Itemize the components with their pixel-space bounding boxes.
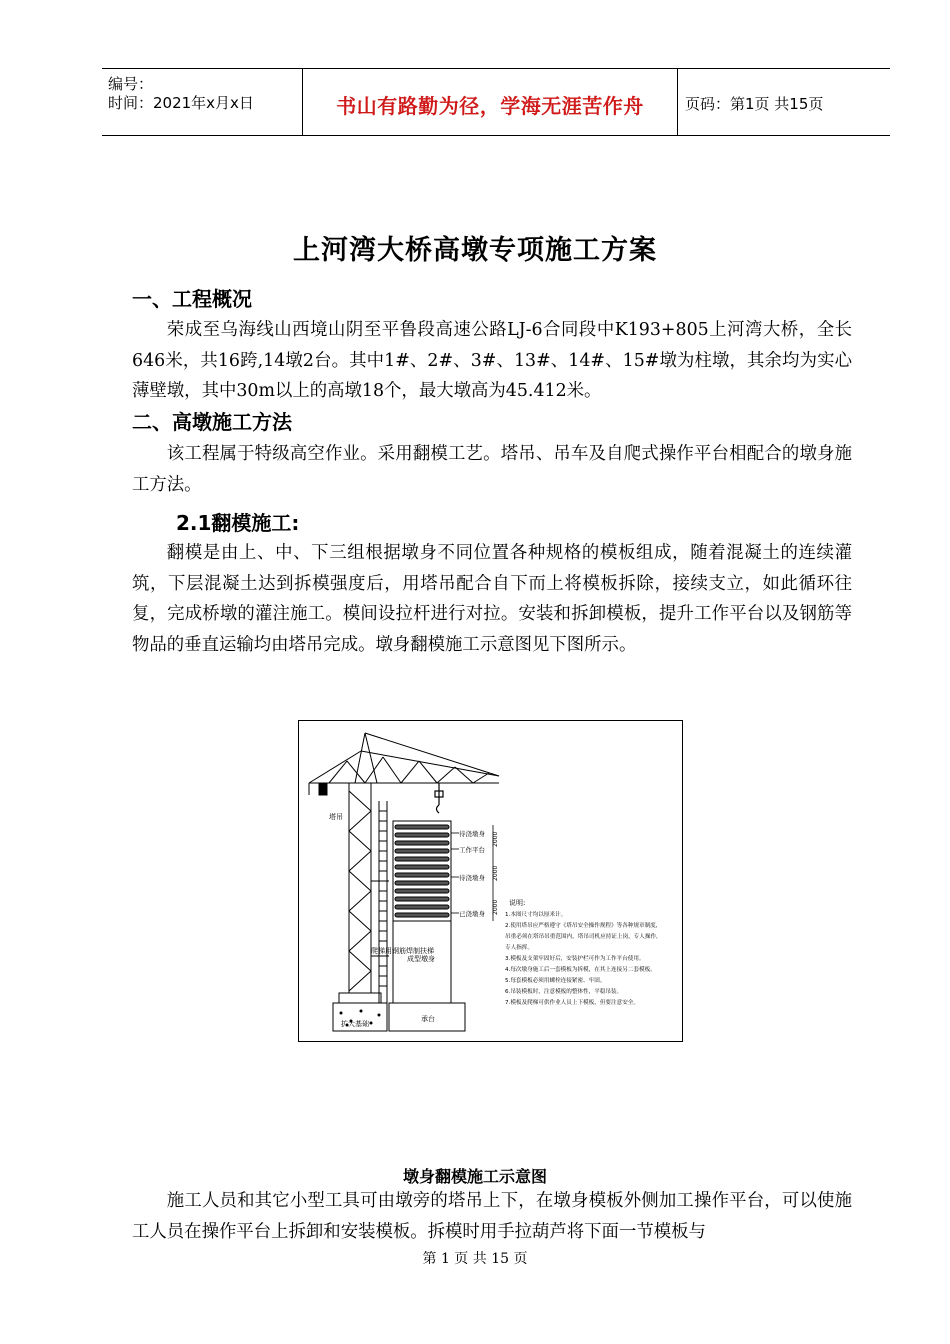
subsection-heading: 2.1翻模施工: [176, 511, 300, 535]
page-info: 页码：第1页 共15页 [685, 95, 824, 113]
label-tower: 塔吊 [329, 813, 343, 821]
label-platform: 工作平台 [459, 846, 485, 854]
time-label: 时间：2021年x月x日 [108, 94, 254, 112]
form-label-lines [451, 825, 493, 921]
formwork-stack [393, 821, 451, 921]
document-title: 上河湾大桥高墩专项施工方案 [293, 235, 657, 266]
label-pier: 成型墩身 [407, 955, 435, 963]
diagram-svg [299, 721, 682, 1041]
crane-mast [349, 783, 389, 993]
notes-list [505, 910, 658, 1006]
label-done-form: 已浇墩身 [459, 910, 485, 918]
note-line: 7.模板及爬梯可供作业人员上下模板，但要注意安全。 [505, 1000, 639, 1006]
label-mid-form: 待浇墩身 [459, 874, 485, 882]
label-base: 扩大基础 [341, 1020, 369, 1028]
header-left-cell [102, 69, 302, 135]
section2-paragraph: 该工程属于特级高空作业。采用翻模工艺。塔吊、吊车及自爬式操作平台相配合的墩身施工方法。 [132, 444, 852, 495]
label-ladder: 爬梯用钢筋焊制扶梯 [371, 947, 434, 955]
note-line: 3.模板及支架牢固好后，安装护栏可作为工作平台使用。 [505, 956, 645, 962]
number-label: 编号： [108, 75, 154, 93]
note-line: 2.使用塔吊应严格遵守《塔吊安全操作规程》等各种规章制度, [505, 923, 658, 929]
note-line: 吊重必须在塔吊吊重范围内，塔吊司机应持证上岗，专人操作, [505, 934, 658, 940]
page-footer: 第 1 页 共 15 页 [422, 1251, 528, 1267]
closing-paragraph: 施工人员和其它小型工具可由墩旁的塔吊上下，在墩身模板外侧加工操作平台，可以使施工人员在操作平台上拆卸和安装模板。拆模时用手拉葫芦将下面一节模板与 [132, 1191, 852, 1242]
note-line: 1.本图尺寸均以厘米计。 [505, 912, 567, 918]
header-table [102, 68, 890, 136]
crane-hook [435, 783, 443, 813]
note-line: 专人指挥。 [505, 945, 533, 951]
section1-heading: 一、工程概况 [132, 287, 252, 311]
construction-diagram [298, 720, 683, 1042]
dim-2: 2000 [492, 865, 499, 881]
note-line: 4.每次墩身施工后一套模板为拆模，在其上连接另二套模板。 [505, 967, 656, 973]
dim-1: 2000 [492, 831, 499, 847]
note-line: 6.吊装模板时，注意模板的整体性，平稳吊装。 [505, 989, 623, 995]
crane-jib [309, 733, 499, 795]
note-line: 5.每套模板必须用螺栓连接紧密、牢固。 [505, 978, 606, 984]
ladder [379, 801, 387, 1003]
dim-3: 2000 [492, 899, 499, 915]
motto: 书山有路勤为径，学海无涯苦作舟 [336, 94, 644, 118]
section1-paragraph: 荣成至乌海线山西境山阴至平鲁段高速公路LJ-6合同段中K193+805上河湾大桥，全长646米，共16跨,14墩2台。其中1#、2#、3#、13#、14#、15#墩为柱墩，其余均为实心薄壁墩，其中30m以上的高墩18个，最大墩高为45.412米。 [132, 320, 852, 401]
section2-heading: 二、高墩施工方法 [132, 410, 292, 434]
notes-title: 说明: [509, 899, 526, 907]
figure-caption: 墩身翻模施工示意图 [402, 1167, 547, 1186]
label-cap: 承台 [421, 1015, 435, 1023]
label-top-form: 待浇墩身 [459, 830, 485, 838]
header-motto-cell [302, 69, 678, 135]
header-page-cell [677, 69, 890, 135]
subsection-paragraph: 翻模是由上、中、下三组根据墩身不同位置各种规格的模板组成，随着混凝土的连续灌筑，下层混凝土达到拆模强度后，用塔吊配合自下而上将模板拆除，接续支立，如此循环往复，完成桥墩的灌注施工。模间设拉杆进行对拉。安装和拆卸模板，提升工作平台以及钢筋等物品的垂直运输均由塔吊完成。墩身翻模施工示意图见下图所示。 [132, 543, 852, 655]
